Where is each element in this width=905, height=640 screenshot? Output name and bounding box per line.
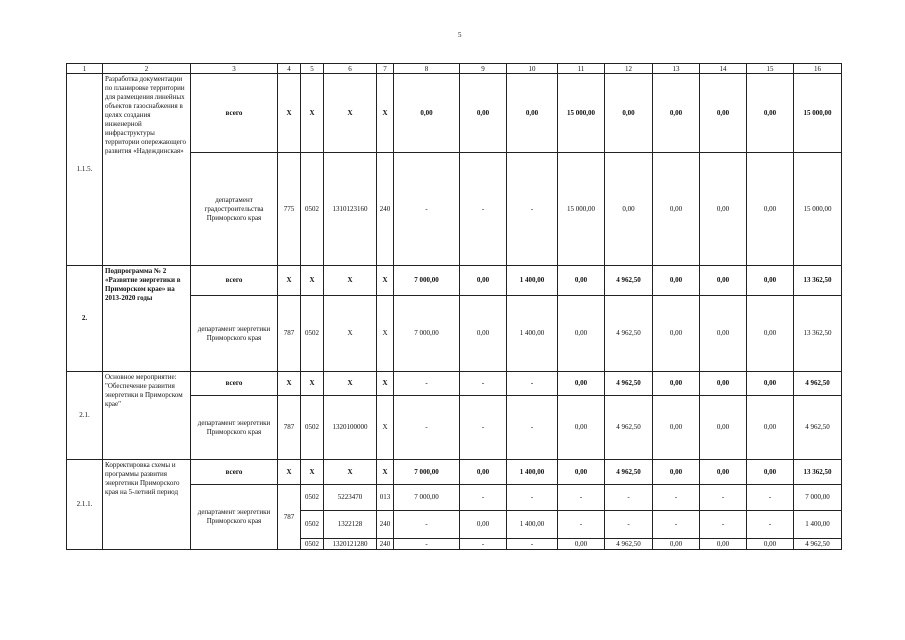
value-cell: 0,00 [653, 539, 700, 550]
grbs-cell: 787 [278, 485, 301, 550]
value-cell: 0,00 [700, 296, 747, 372]
vr-cell: Х [377, 296, 394, 372]
csr-cell: 5223470 [324, 485, 377, 511]
csr-cell: Х [324, 296, 377, 372]
csr-cell: 1322128 [324, 511, 377, 539]
value-cell: 15 000,00 [794, 153, 842, 266]
value-cell: - [394, 539, 460, 550]
csr-cell: Х [324, 266, 377, 296]
header-cell: 15 [747, 64, 794, 74]
value-cell: 4 962,50 [794, 539, 842, 550]
header-cell: 7 [377, 64, 394, 74]
section-cell: Х [301, 74, 324, 153]
vr-cell: 240 [377, 539, 394, 550]
value-cell: - [394, 511, 460, 539]
executor-cell: всего [191, 460, 278, 485]
section-cell: Х [301, 460, 324, 485]
header-row [67, 64, 842, 74]
executor-cell: всего [191, 74, 278, 153]
value-cell: 15 000,00 [558, 153, 605, 266]
header-cell: 9 [460, 64, 507, 74]
value-cell: 1 400,00 [794, 511, 842, 539]
value-cell: 0,00 [747, 74, 794, 153]
value-cell: 0,00 [700, 539, 747, 550]
value-cell: 0,00 [460, 460, 507, 485]
header-cell: 3 [191, 64, 278, 74]
value-cell: 0,00 [700, 372, 747, 396]
value-cell: 15 000,00 [558, 74, 605, 153]
section-cell: 0502 [301, 396, 324, 460]
section-cell: 0502 [301, 485, 324, 511]
value-cell: 13 362,50 [794, 296, 842, 372]
value-cell: - [460, 396, 507, 460]
value-cell: 13 362,50 [794, 266, 842, 296]
row-number: 1.1.5. [67, 74, 103, 266]
csr-cell: Х [324, 372, 377, 396]
executor-cell: департамент энергетики Приморского края [191, 396, 278, 460]
value-cell: 0,00 [460, 296, 507, 372]
row-name: Корректировка схемы и программы развития энергетики Приморского края на 5-летний период [103, 460, 191, 550]
value-cell: 0,00 [460, 74, 507, 153]
executor-cell: департамент градостроительства Приморского края [191, 153, 278, 266]
header-cell: 1 [67, 64, 103, 74]
value-cell: 7 000,00 [394, 266, 460, 296]
header-cell: 5 [301, 64, 324, 74]
value-cell: 0,00 [460, 266, 507, 296]
value-cell: 4 962,50 [605, 396, 653, 460]
value-cell: 0,00 [558, 372, 605, 396]
table-row [67, 266, 842, 296]
value-cell: 7 000,00 [394, 485, 460, 511]
csr-cell: Х [324, 460, 377, 485]
row-number: 2. [67, 266, 103, 372]
value-cell: 4 962,50 [605, 296, 653, 372]
grbs-cell: Х [278, 74, 301, 153]
value-cell: - [507, 539, 558, 550]
section-cell: 0502 [301, 296, 324, 372]
value-cell: 1 400,00 [507, 266, 558, 296]
value-cell: 1 400,00 [507, 460, 558, 485]
value-cell: 0,00 [558, 296, 605, 372]
value-cell: 0,00 [507, 74, 558, 153]
value-cell: 0,00 [700, 396, 747, 460]
vr-cell: 240 [377, 153, 394, 266]
executor-cell: всего [191, 266, 278, 296]
value-cell: 0,00 [700, 74, 747, 153]
csr-cell: 1320100000 [324, 396, 377, 460]
value-cell: - [653, 485, 700, 511]
vr-cell: Х [377, 396, 394, 460]
value-cell: 0,00 [653, 372, 700, 396]
value-cell: 0,00 [653, 396, 700, 460]
vr-cell: Х [377, 74, 394, 153]
section-cell: Х [301, 372, 324, 396]
value-cell: 4 962,50 [794, 396, 842, 460]
value-cell: 0,00 [653, 266, 700, 296]
value-cell: 0,00 [558, 460, 605, 485]
executor-cell: всего [191, 372, 278, 396]
grbs-cell: 775 [278, 153, 301, 266]
vr-cell: Х [377, 266, 394, 296]
vr-cell: 013 [377, 485, 394, 511]
value-cell: 0,00 [700, 266, 747, 296]
csr-cell: 1320121280 [324, 539, 377, 550]
value-cell: 0,00 [700, 460, 747, 485]
value-cell: 0,00 [605, 153, 653, 266]
executor-cell: департамент энергетики Приморского края [191, 296, 278, 372]
value-cell: - [700, 511, 747, 539]
value-cell: - [558, 511, 605, 539]
header-cell: 2 [103, 64, 191, 74]
value-cell: 0,00 [653, 74, 700, 153]
vr-cell: 240 [377, 511, 394, 539]
section-cell: 0502 [301, 511, 324, 539]
value-cell: - [653, 511, 700, 539]
value-cell: - [394, 372, 460, 396]
value-cell: 7 000,00 [794, 485, 842, 511]
value-cell: 0,00 [653, 460, 700, 485]
value-cell: - [394, 153, 460, 266]
row-name: Подпрограмма № 2 «Развитие энергетики в Приморском крае» на 2013-2020 годы [103, 266, 191, 372]
row-name: Основное мероприятие: "Обеспечение развития энергетики в Приморском крае" [103, 372, 191, 460]
table-row [67, 372, 842, 396]
value-cell: 1 400,00 [507, 511, 558, 539]
value-cell: 0,00 [747, 539, 794, 550]
value-cell: - [605, 485, 653, 511]
value-cell: 4 962,50 [605, 539, 653, 550]
csr-cell: 1310123160 [324, 153, 377, 266]
header-cell: 12 [605, 64, 653, 74]
page-number: 5 [458, 31, 462, 39]
grbs-cell: Х [278, 372, 301, 396]
value-cell: - [507, 396, 558, 460]
vr-cell: Х [377, 372, 394, 396]
value-cell: 0,00 [747, 266, 794, 296]
value-cell: 4 962,50 [605, 266, 653, 296]
value-cell: - [507, 485, 558, 511]
value-cell: 0,00 [605, 74, 653, 153]
section-cell: 0502 [301, 153, 324, 266]
header-cell: 13 [653, 64, 700, 74]
value-cell: 15 000,00 [794, 74, 842, 153]
value-cell: 0,00 [558, 396, 605, 460]
row-number: 2.1. [67, 372, 103, 460]
value-cell: 0,00 [653, 296, 700, 372]
row-number: 2.1.1. [67, 460, 103, 550]
header-cell: 6 [324, 64, 377, 74]
value-cell: 1 400,00 [507, 296, 558, 372]
value-cell: 0,00 [700, 153, 747, 266]
grbs-cell: 787 [278, 296, 301, 372]
value-cell: 13 362,50 [794, 460, 842, 485]
value-cell: 0,00 [747, 460, 794, 485]
value-cell: - [700, 485, 747, 511]
section-cell: Х [301, 266, 324, 296]
value-cell: - [605, 511, 653, 539]
value-cell: 0,00 [747, 296, 794, 372]
value-cell: - [460, 372, 507, 396]
value-cell: - [460, 485, 507, 511]
header-cell: 8 [394, 64, 460, 74]
header-cell: 16 [794, 64, 842, 74]
vr-cell: Х [377, 460, 394, 485]
grbs-cell: Х [278, 266, 301, 296]
value-cell: 0,00 [747, 396, 794, 460]
grbs-cell: Х [278, 460, 301, 485]
value-cell: 0,00 [394, 74, 460, 153]
value-cell: - [507, 372, 558, 396]
grbs-cell: 787 [278, 396, 301, 460]
header-cell: 10 [507, 64, 558, 74]
value-cell: 4 962,50 [605, 372, 653, 396]
header-cell: 4 [278, 64, 301, 74]
value-cell: 0,00 [558, 266, 605, 296]
row-name: Разработка документации по планировке территории для размещения линейных объектов газоснабжения в целях создания инженерной инфраструктуры территории опережающего развития «Надеждинская» [103, 74, 191, 266]
value-cell: - [460, 153, 507, 266]
budget-table [66, 63, 842, 550]
value-cell: 0,00 [558, 539, 605, 550]
value-cell: - [558, 485, 605, 511]
value-cell: - [747, 511, 794, 539]
value-cell: 7 000,00 [394, 296, 460, 372]
value-cell: 4 962,50 [605, 460, 653, 485]
value-cell: - [507, 153, 558, 266]
value-cell: - [394, 396, 460, 460]
value-cell: 0,00 [653, 153, 700, 266]
header-cell: 14 [700, 64, 747, 74]
value-cell: 0,00 [460, 511, 507, 539]
section-cell: 0502 [301, 539, 324, 550]
header-cell: 11 [558, 64, 605, 74]
value-cell: 7 000,00 [394, 460, 460, 485]
executor-cell: департамент энергетики Приморского края [191, 485, 278, 550]
value-cell: - [747, 485, 794, 511]
value-cell: 4 962,50 [794, 372, 842, 396]
value-cell: - [460, 539, 507, 550]
value-cell: 0,00 [747, 372, 794, 396]
csr-cell: Х [324, 74, 377, 153]
table-row [67, 74, 842, 153]
table-row [67, 460, 842, 485]
value-cell: 0,00 [747, 153, 794, 266]
